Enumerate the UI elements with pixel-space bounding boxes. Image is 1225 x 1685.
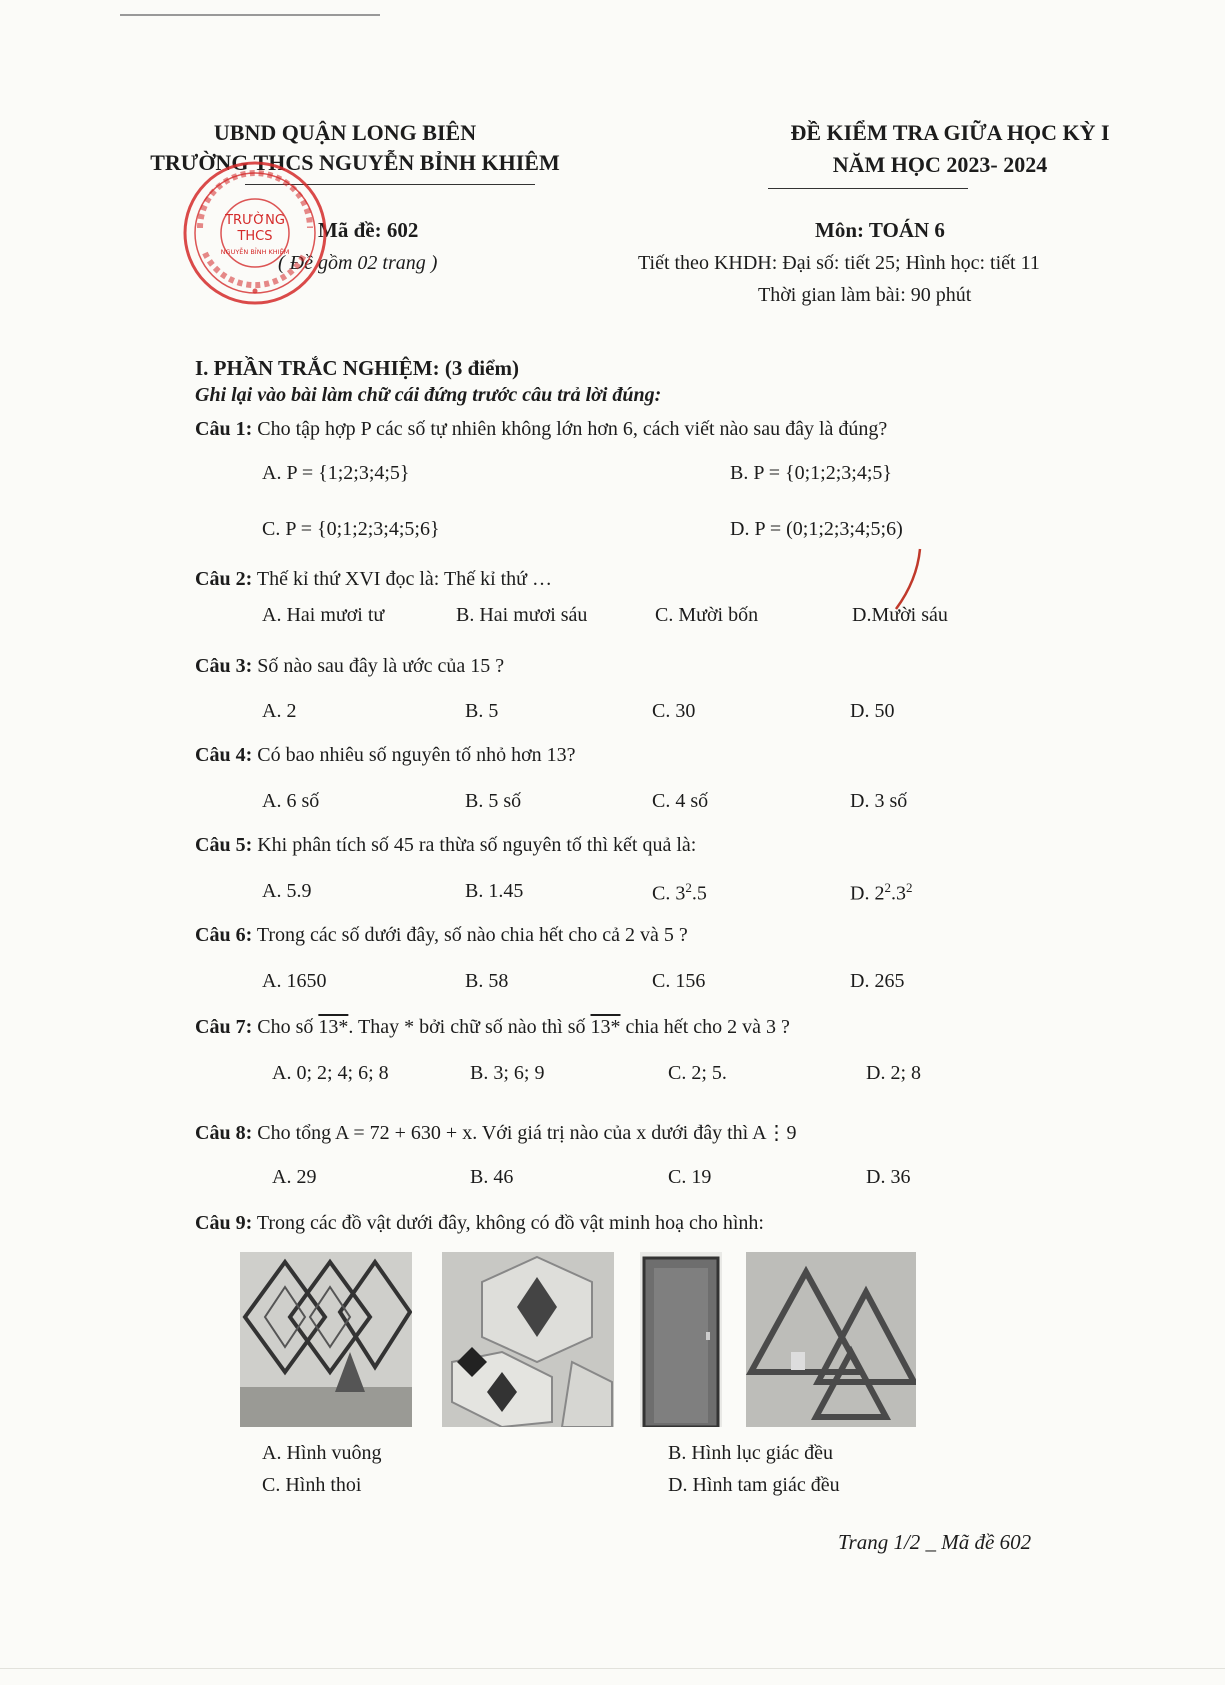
q5-option-a: A. 5.9: [262, 880, 312, 902]
page-footer: Trang 1/2 _ Mã đề 602: [838, 1530, 1032, 1554]
q4-option-c: C. 4 số: [652, 790, 709, 812]
q6-option-c: C. 156: [652, 970, 706, 992]
question-2: [195, 568, 552, 591]
scan-bottom-edge: [0, 1668, 1225, 1669]
seal-icon: [180, 158, 330, 308]
q8-option-a: A. 29: [272, 1166, 317, 1188]
q7-option-c: C. 2; 5.: [668, 1062, 727, 1084]
question-8: [195, 1120, 797, 1145]
q3-option-a: A. 2: [262, 700, 297, 722]
q4-option-a: A. 6 số: [262, 790, 320, 812]
q8-option-b: B. 46: [470, 1166, 514, 1188]
seal-text-3: NGUYỄN BỈNH KHIÊM: [220, 248, 290, 256]
q5-c-tail: .5: [691, 882, 707, 905]
q4-label: Câu 4:: [195, 744, 253, 766]
q8-option-c: C. 19: [668, 1166, 712, 1188]
q5-d-mid: .3: [890, 882, 906, 905]
q7-number: 13*: [318, 1016, 349, 1038]
q9-image-rhombus-mirrors: [240, 1252, 412, 1427]
q9-image-door: [640, 1252, 722, 1427]
q2-option-d: D.Mười sáu: [852, 604, 948, 626]
q4-option-b: B. 5 số: [465, 790, 522, 812]
time-limit: Thời gian làm bài: 90 phút: [758, 284, 972, 306]
q6-option-a: A. 1650: [262, 970, 327, 992]
q3-text: Số nào sau đây là ước của 15 ?: [257, 655, 505, 677]
q4-option-d: D. 3 số: [850, 790, 908, 812]
q9-image-hexagon-tiles: [442, 1252, 614, 1427]
question-4: [195, 744, 576, 767]
q5-option-b: B. 1.45: [465, 880, 524, 902]
q1-option-a: A. P = {1;2;3;4;5}: [262, 462, 410, 484]
q1-label: Câu 1:: [195, 418, 253, 440]
q9-option-b: B. Hình lục giác đều: [668, 1442, 833, 1464]
q1-option-d: D. P = (0;1;2;3;4;5;6): [730, 518, 903, 540]
q5-d-exp2: 2: [905, 880, 913, 895]
q5-text: Khi phân tích số 45 ra thừa số nguyên tố thì kết quả là:: [257, 834, 697, 856]
q9-label: Câu 9:: [195, 1212, 253, 1234]
q3-option-d: D. 50: [850, 700, 895, 722]
q5-label: Câu 5:: [195, 834, 253, 856]
q5-c-exp: 2: [685, 880, 692, 895]
question-5: [195, 834, 696, 857]
q7-option-b: B. 3; 6; 9: [470, 1062, 545, 1084]
section-instruction: Ghi lại vào bài làm chữ cái đứng trước câu trả lời đúng:: [195, 384, 662, 406]
question-3: [195, 655, 504, 678]
exam-pages: ( Đề gồm 02 trang ): [278, 252, 438, 274]
q7-label: Câu 7:: [195, 1016, 253, 1038]
q2-option-c: C. Mười bốn: [655, 604, 759, 626]
q1-option-b: B. P = {0;1;2;3;4;5}: [730, 462, 892, 484]
rhombus-mirrors-icon: [240, 1252, 412, 1427]
q7-text-before: Cho số: [257, 1016, 314, 1038]
seal-text-1: TRƯỜNG: [225, 213, 285, 228]
q1-option-c: C. P = {0;1;2;3;4;5;6}: [262, 518, 440, 540]
q2-label: Câu 2:: [195, 568, 253, 590]
header-district: UBND QUẬN LONG BIÊN: [213, 120, 477, 145]
hexagon-tiles-icon: [442, 1252, 614, 1427]
subject: Môn: TOÁN 6: [815, 218, 945, 242]
q6-text: Trong các số dưới đây, số nào chia hết cho cả 2 và 5 ?: [256, 924, 688, 946]
exam-code: Mã đề: 602: [318, 218, 419, 242]
q8-label: Câu 8:: [195, 1122, 253, 1144]
q7-text-mid: . Thay * bởi chữ số nào thì số: [348, 1016, 586, 1038]
q6-label: Câu 6:: [195, 924, 253, 946]
section-title: I. PHẦN TRẮC NGHIỆM: (3 điểm): [195, 356, 519, 380]
seal-text-2: THCS: [237, 229, 273, 244]
q8-option-d: D. 36: [866, 1166, 911, 1188]
q5-c-base: C. 3: [652, 882, 686, 905]
q9-option-d: D. Hình tam giác đều: [668, 1474, 840, 1496]
q9-text: Trong các đồ vật dưới đây, không có đồ vật minh hoạ cho hình:: [256, 1212, 764, 1234]
q5-option-c: [652, 880, 707, 906]
header-school: TRƯỜNG THCS NGUYỄN BỈNH KHIÊM: [150, 150, 560, 175]
header-exam-title: ĐỀ KIỂM TRA GIỮA HỌC KỲ I: [790, 120, 1110, 145]
q9-option-a: A. Hình vuông: [262, 1442, 382, 1464]
q8-text: Cho tổng A = 72 + 630 + x. Với giá trị nào của x dưới đây thì A⋮9: [257, 1122, 797, 1144]
q5-d-exp1: 2: [884, 880, 891, 895]
q4-text: Có bao nhiêu số nguyên tố nhỏ hơn 13?: [257, 744, 576, 766]
question-9: [195, 1212, 764, 1235]
q9-image-triangle-shelves: [746, 1252, 916, 1427]
q5-option-d: [850, 880, 912, 906]
q1-text: Cho tập hợp P các số tự nhiên không lớn hơn 6, cách viết nào sau đây là đúng?: [257, 418, 888, 440]
q5-d-base: D. 2: [850, 882, 885, 905]
scan-artifact: [120, 14, 380, 16]
header-right-rule: [768, 188, 968, 189]
q7-option-d: D. 2; 8: [866, 1062, 921, 1084]
q3-label: Câu 3:: [195, 655, 253, 677]
q2-option-a: A. Hai mươi tư: [262, 604, 385, 626]
triangle-shelves-icon: [746, 1252, 916, 1427]
q2-option-b: B. Hai mươi sáu: [456, 604, 588, 626]
q7-number-2: 13*: [590, 1016, 621, 1038]
q2-text: Thế kỉ thứ XVI đọc là: Thế kỉ thứ …: [256, 568, 553, 590]
q3-option-b: B. 5: [465, 700, 499, 722]
question-1: [195, 418, 887, 441]
q6-option-d: D. 265: [850, 970, 905, 992]
question-7: [195, 1016, 790, 1039]
red-pen-mark: [890, 545, 930, 615]
school-seal: [180, 158, 330, 308]
q6-option-b: B. 58: [465, 970, 509, 992]
door-icon: [640, 1252, 722, 1427]
q9-option-c: C. Hình thoi: [262, 1474, 362, 1496]
header-school-year: NĂM HỌC 2023- 2024: [832, 152, 1048, 177]
question-6: [195, 924, 688, 947]
q7-option-a: A. 0; 2; 4; 6; 8: [272, 1062, 389, 1084]
periods: Tiết theo KHDH: Đại số: tiết 25; Hình học: tiết 11: [638, 252, 1040, 274]
q7-text-after: chia hết cho 2 và 3 ?: [625, 1016, 790, 1038]
q3-option-c: C. 30: [652, 700, 696, 722]
